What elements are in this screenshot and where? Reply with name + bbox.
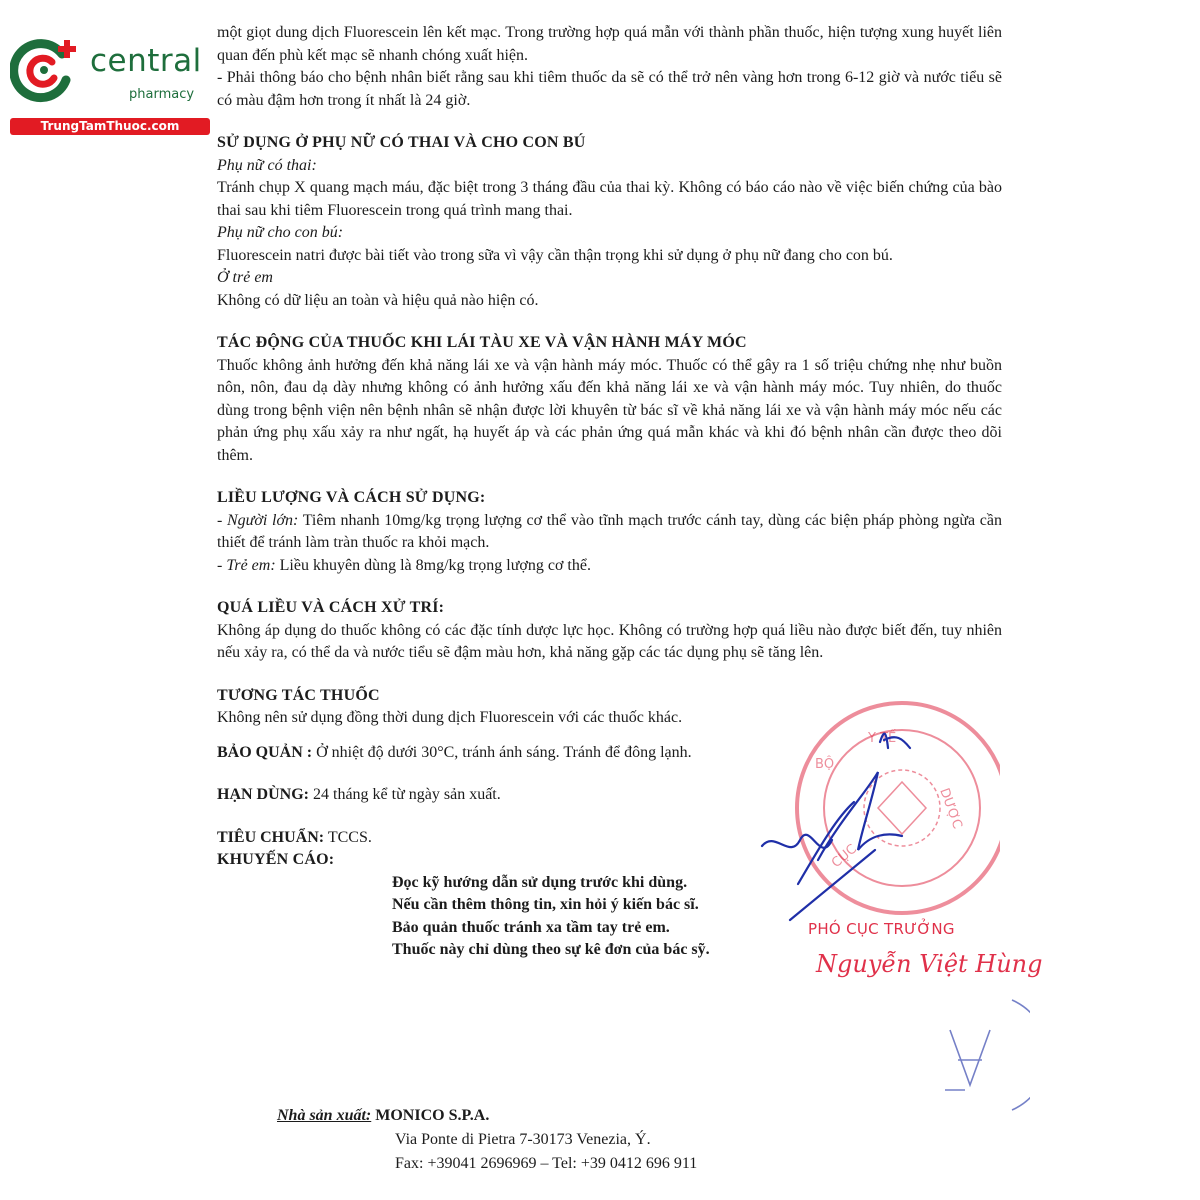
overdose-paragraph: Không áp dụng do thuốc không có các đặc tính dược lực học. Không có trường hợp quá liều nào được biết đến, tuy nhiên nếu xảy ra, có thể da và nước tiểu sẽ đậm màu hơn, khả năng gặp các tác dụng phụ sẽ tăng lên. <box>217 621 1002 661</box>
manufacturer-address: Via Ponte di Pietra 7-30173 Venezia, Ý. <box>395 1131 651 1148</box>
advice-line: Đọc kỹ hướng dẫn sử dụng trước khi dùng. <box>392 873 688 891</box>
logo-name: central <box>90 43 202 79</box>
manufacturer-name: MONICO S.P.A. <box>375 1107 490 1124</box>
breastfeeding-subheading: Phụ nữ cho con bú: <box>217 224 344 241</box>
stamp-mark: Y TẾ <box>868 731 897 746</box>
driving-paragraph: Thuốc không ảnh hưởng đến khả năng lái xe và vận hành máy móc. Thuốc có thể gây ra 1 số triệu chứng nhẹ như buồn nôn, nôn, đau dạ dày nhưng không có ảnh hưởng xấu đến khả năng lái xe và vận hành máy móc. Tuy nhiên, do thuốc dùng trong bệnh viện nên bệnh nhân sẽ nhận được lời khuyên từ bác sĩ về khả năng lái xe và vận hành máy móc nếu các phản ứng phụ xấu xảy ra như ngất, hạ huyết áp và các phản ứng quá mẫn khác và khi đó bệnh nhân cần được theo dõi thêm. <box>217 356 1002 464</box>
pregnancy-subheading: Phụ nữ có thai: <box>217 156 317 174</box>
dosage-child-text: Liều khuyên dùng là 8mg/kg trọng lượng cơ thể. <box>279 556 591 574</box>
dosage-child <box>217 555 1002 578</box>
pregnancy-heading: SỬ DỤNG Ở PHỤ NỮ CÓ THAI VÀ CHO CON BÚ <box>217 134 586 151</box>
children-paragraph: Không có dữ liệu an toàn và hiệu quả nào hiện có. <box>217 291 539 309</box>
manufacturer-contact: Fax: +39041 2696969 – Tel: +39 0412 696 911 <box>395 1155 698 1172</box>
expiry-label: HẠN DÙNG: <box>217 786 309 803</box>
overdose-heading: QUÁ LIỀU VÀ CÁCH XỬ TRÍ: <box>217 599 445 616</box>
logo-subtitle: pharmacy <box>129 87 195 102</box>
company-seal-icon <box>930 990 1030 1120</box>
dosage-adult-label: - Người lớn: <box>217 511 299 529</box>
advice-line: Thuốc này chỉ dùng theo sự kê đơn của bác sỹ. <box>392 941 710 958</box>
dosage-child-label: - Trẻ em: <box>217 556 276 574</box>
pharmacy-cross-icon <box>10 36 80 106</box>
advice-line: Nếu cần thêm thông tin, xin hỏi ý kiến bác sĩ. <box>392 896 699 913</box>
standard-text: TCCS. <box>327 828 372 846</box>
advice-heading: KHUYẾN CÁO: <box>217 851 335 868</box>
pregnancy-paragraph: Tránh chụp X quang mạch máu, đặc biệt trong 3 tháng đầu của thai kỳ. Không có báo cáo nào về việc biến chứng của bào thai sau khi tiêm Fluorescein trong quá trình mang thai. <box>217 179 1002 219</box>
intro-paragraph-2: - Phải thông báo cho bệnh nhân biết rằng sau khi tiêm thuốc da sẽ có thể trở nên vàng hơn trong 6-12 giờ và nước tiểu sẽ có màu đậm hơn trong ít nhất là 24 giờ. <box>217 69 1002 109</box>
dosage-adult-text: Tiêm nhanh 10mg/kg trọng lượng cơ thể vào tĩnh mạch trước cánh tay, dùng các biện pháp phòng ngừa cần thiết để tránh làm tràn thuốc ra khỏi mạch. <box>217 511 1002 551</box>
interaction-paragraph: Không nên sử dụng đồng thời dung dịch Fluorescein với các thuốc khác. <box>217 709 683 726</box>
storage-text: Ở nhiệt độ dưới 30°C, tránh ánh sáng. Tránh để đông lạnh. <box>316 743 692 761</box>
intro-paragraph-1: một giọt dung dịch Fluorescein lên kết mạc. Trong trường hợp quá mẫn với thành phần thuốc, hiện tượng xung huyết liên quan đến phù kết mạc sẽ nhanh chóng xuất hiện. <box>217 24 1002 64</box>
storage-label: BẢO QUẢN : <box>217 743 313 761</box>
signatory-title: PHÓ CỤC TRƯỞNG <box>808 920 955 938</box>
stamp-mark: DƯỢC <box>936 786 965 831</box>
signatory-name: Nguyễn Việt Hùng <box>816 950 1043 978</box>
stamp-mark: BỘ <box>815 757 835 772</box>
standard-label: TIÊU CHUẨN: <box>217 828 325 846</box>
dosage-heading: LIỀU LƯỢNG VÀ CÁCH SỬ DỤNG: <box>217 489 486 506</box>
interaction-heading: TƯƠNG TÁC THUỐC <box>217 686 380 704</box>
manufacturer-block <box>277 1104 697 1176</box>
dosage-adult <box>217 510 1002 555</box>
stamp-mark: CỤC <box>828 841 860 872</box>
expiry-text: 24 tháng kể từ ngày sản xuất. <box>313 786 501 803</box>
children-subheading: Ở trẻ em <box>217 269 273 286</box>
advice-line: Bảo quản thuốc tránh xa tầm tay trẻ em. <box>392 918 670 936</box>
driving-heading: TÁC ĐỘNG CỦA THUỐC KHI LÁI TÀU XE VÀ VẬN HÀNH MÁY MÓC <box>217 334 747 351</box>
official-stamp-icon <box>640 690 1000 940</box>
breastfeeding-paragraph: Fluorescein natri được bài tiết vào trong sữa vì vậy cần thận trọng khi sử dụng ở phụ nữ đang cho con bú. <box>217 246 893 264</box>
logo-website[interactable]: TrungTamThuoc.com <box>10 118 210 135</box>
manufacturer-label: Nhà sản xuất: <box>277 1107 372 1124</box>
